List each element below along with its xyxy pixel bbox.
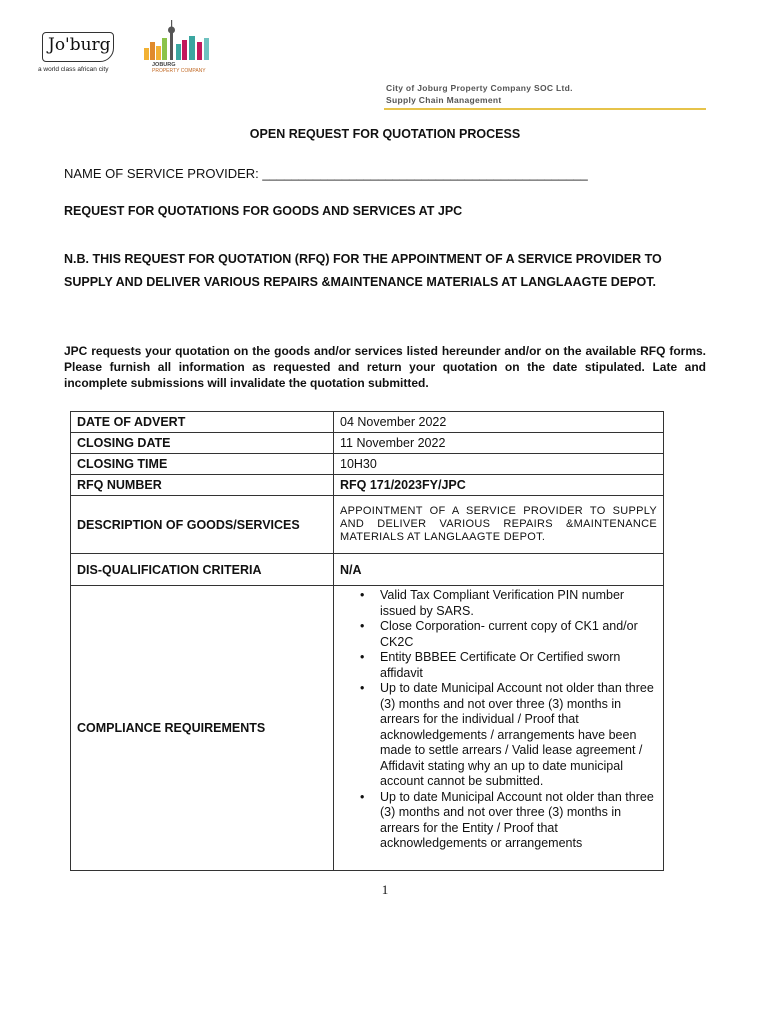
bullet-icon: • — [360, 619, 365, 633]
table-row — [71, 496, 664, 554]
table-row — [71, 475, 664, 496]
list-item — [360, 681, 657, 790]
closing-time-value: 10H30 — [334, 454, 664, 475]
jpc-logo-subcaption: PROPERTY COMPANY — [152, 68, 206, 74]
joburg-logo-word: Jo'burg — [48, 35, 111, 55]
date-of-advert-label: DATE OF ADVERT — [71, 412, 334, 433]
closing-date-label: CLOSING DATE — [71, 433, 334, 454]
service-provider-line: NAME OF SERVICE PROVIDER: _____________________________________________ — [64, 166, 588, 181]
description-cell — [334, 496, 664, 554]
page-title: OPEN REQUEST FOR QUOTATION PROCESS — [249, 127, 521, 141]
joburg-logo — [38, 26, 118, 76]
list-item — [360, 790, 657, 852]
nb-notice: N.B. THIS REQUEST FOR QUOTATION (RFQ) FOR THE APPOINTMENT OF A SERVICE PROVIDER TO SUPPLY AND DELIVER VARIOUS REPAIRS &MAINTENANCE MATERIALS AT LANGLAAGTE DEPOT. — [64, 252, 662, 289]
rfq-details-table — [70, 411, 664, 871]
header-divider — [384, 108, 706, 110]
jpc-skyline-icon — [140, 18, 230, 62]
table-row — [71, 454, 664, 475]
list-item — [360, 619, 657, 650]
rfq-title: REQUEST FOR QUOTATIONS FOR GOODS AND SERVICES AT JPC — [64, 204, 463, 218]
page-number: 1 — [381, 882, 389, 897]
joburg-tagline: a world class african city — [38, 66, 109, 73]
company-header — [386, 82, 573, 106]
jpc-logo-caption: JOBURG — [152, 62, 176, 68]
compliance-item: Entity BBBEE Certificate Or Certified sworn affidavit — [380, 650, 621, 680]
disqualification-value: N/A — [334, 554, 664, 586]
bullet-icon: • — [360, 789, 365, 804]
list-item — [360, 588, 657, 619]
date-of-advert-value: 04 November 2022 — [334, 412, 664, 433]
list-item — [360, 650, 657, 681]
bullet-icon: • — [360, 650, 365, 664]
compliance-item: Up to date Municipal Account not older than three (3) months and not over three (3) months in arrears for the individual / Proof that acknowledgements / arrangements have been made to settle arrears / Valid lease agreement / Affidavit stating why an up to date municipal account cannot be submitted. — [380, 681, 654, 788]
closing-time-label: CLOSING TIME — [71, 454, 334, 475]
compliance-cell — [334, 586, 664, 871]
company-department: Supply Chain Management — [386, 95, 502, 105]
bullet-icon: • — [360, 588, 365, 602]
compliance-label: COMPLIANCE REQUIREMENTS — [71, 586, 334, 871]
rfq-number-label: RFQ NUMBER — [71, 475, 334, 496]
table-row — [71, 586, 664, 871]
disqualification-label: DIS-QUALIFICATION CRITERIA — [71, 554, 334, 586]
table-row — [71, 554, 664, 586]
intro-paragraph: JPC requests your quotation on the goods and/or services listed hereunder and/or on the available RFQ forms. Please furnish all information as requested and return your quotation on the date stipulated. Late and incomplete submissions will invalidate the quotation submitted. — [64, 344, 706, 390]
company-name: City of Joburg Property Company SOC Ltd. — [386, 83, 573, 93]
compliance-item: Valid Tax Compliant Verification PIN number issued by SARS. — [380, 588, 625, 618]
compliance-item: Close Corporation- current copy of CK1 and/or CK2C — [380, 619, 638, 649]
table-row — [71, 433, 664, 454]
rfq-number-value: RFQ 171/2023FY/JPC — [334, 475, 664, 496]
description-label: DESCRIPTION OF GOODS/SERVICES — [71, 496, 334, 554]
compliance-item: Up to date Municipal Account not older than three (3) months and not over three (3) months in arrears for the Entity / Proof that acknowledgements or arrangements — [380, 789, 654, 850]
bullet-icon: • — [360, 681, 365, 695]
compliance-list — [340, 586, 657, 854]
description-value: APPOINTMENT OF A SERVICE PROVIDER TO SUPPLY AND DELIVER VARIOUS REPAIRS &MAINTENANCE MATERIALS AT LANGLAAGTE DEPOT. — [340, 505, 657, 543]
table-row — [71, 412, 664, 433]
closing-date-value: 11 November 2022 — [334, 433, 664, 454]
jpc-logo — [140, 18, 230, 78]
